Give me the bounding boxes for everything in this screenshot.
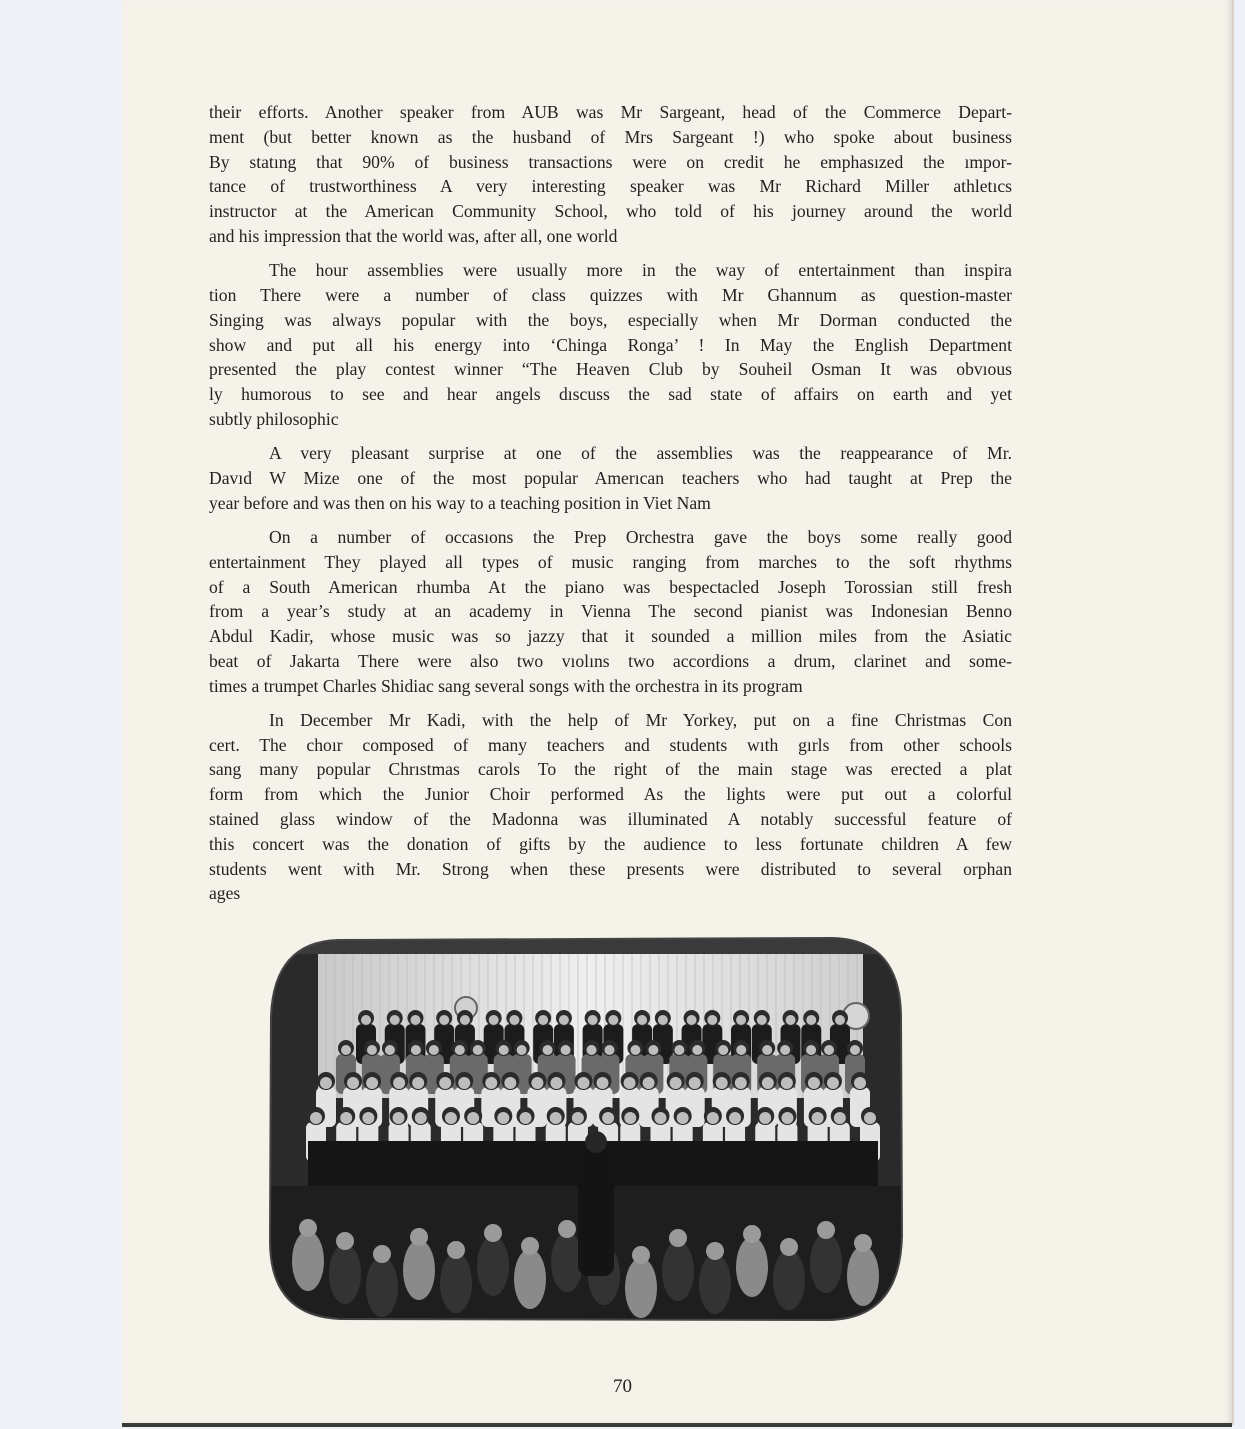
singer-face	[341, 1045, 351, 1055]
text-line: instructor at the American Community School, who told of his journey around the world	[209, 201, 1012, 222]
text-line: times a trumpet Charles Shidiac sang several songs with the orchestra in its program	[209, 675, 803, 696]
paragraph-mize-visit	[209, 441, 1012, 515]
paragraph-orchestra	[209, 525, 1012, 699]
singer-face	[538, 1015, 548, 1025]
text-line: ment (but better known as the husband of Mrs Sargeant !) who spoke about business	[209, 126, 1012, 147]
text-line: Singing was always popular with the boys, especially when Mr Dorman conducted the	[209, 309, 1012, 330]
singer-face	[835, 1015, 845, 1025]
singer-face	[517, 1045, 527, 1055]
singer-face	[587, 1045, 597, 1055]
body-text	[209, 100, 1012, 916]
singer-face	[716, 1077, 728, 1089]
singer-face	[648, 1045, 658, 1055]
choir-photo	[268, 936, 903, 1321]
orchestra-player	[699, 1254, 731, 1314]
text-line: tion There were a number of class quizzes with Mr Ghannum as question-master	[209, 284, 1012, 305]
singer-face	[718, 1045, 728, 1055]
singer-face	[485, 1077, 497, 1089]
orchestra-player	[847, 1246, 879, 1306]
singer-face	[390, 1015, 400, 1025]
singer-face	[806, 1045, 816, 1055]
singer-face	[736, 1015, 746, 1025]
singer-face	[411, 1045, 421, 1055]
singer-face	[781, 1077, 793, 1089]
text-line: from a year’s study at an academy in Vienna The second pianist was Indonesian Benno	[209, 601, 1012, 622]
singer-face	[559, 1015, 569, 1025]
singer-face	[670, 1077, 682, 1089]
singer-face	[445, 1112, 457, 1124]
singer-face	[643, 1077, 655, 1089]
singer-face	[658, 1015, 668, 1025]
text-line: tance of trustworthiness A very interesting speaker was Mr Richard Miller athletıcs	[209, 176, 1012, 197]
singer-face	[780, 1045, 790, 1055]
text-line: Abdul Kadir, whose music was so jazzy that it sounded a million miles from the Asiatic	[209, 626, 1012, 647]
text-line: A very pleasant surprise at one of the assemblies was the reappearance of Mr.	[269, 443, 1012, 464]
text-line: cert. The choır composed of many teachers and students wıth gırls from other schools	[209, 734, 1012, 755]
player-head	[373, 1245, 391, 1263]
player-head	[706, 1242, 724, 1260]
singer-face	[624, 1077, 636, 1089]
singer-face	[429, 1045, 439, 1055]
singer-face	[677, 1112, 689, 1124]
player-head	[447, 1241, 465, 1259]
text-line: form from which the Junior Choir performed As the lights were put out a colorful	[209, 784, 1012, 805]
singer-face	[550, 1112, 562, 1124]
orchestra-player	[440, 1253, 472, 1313]
singer-face	[410, 1015, 420, 1025]
singer-face	[393, 1112, 405, 1124]
player-head	[299, 1219, 317, 1237]
singer-face	[415, 1112, 427, 1124]
text-line: ly humorous to see and hear angels dıscuss the sad state of affairs on earth and yet	[209, 384, 1012, 405]
singer-face	[806, 1015, 816, 1025]
player-head	[484, 1224, 502, 1242]
player-head	[632, 1246, 650, 1264]
singer-face	[572, 1112, 584, 1124]
singer-face	[808, 1077, 820, 1089]
singer-face	[561, 1045, 571, 1055]
singer-face	[509, 1015, 519, 1025]
singer-face	[864, 1112, 876, 1124]
singer-face	[497, 1112, 509, 1124]
singer-face	[854, 1077, 866, 1089]
singer-face	[827, 1077, 839, 1089]
singer-face	[762, 1077, 774, 1089]
singer-face	[812, 1112, 824, 1124]
page-number: 70	[613, 1376, 632, 1397]
singer-face	[504, 1077, 516, 1089]
singer-face	[850, 1045, 860, 1055]
singer-face	[362, 1112, 374, 1124]
singer-face	[320, 1077, 332, 1089]
singer-face	[781, 1112, 793, 1124]
singer-face	[624, 1112, 636, 1124]
singer-face	[340, 1112, 352, 1124]
singer-face	[630, 1045, 640, 1055]
singer-face	[467, 1112, 479, 1124]
singer-face	[520, 1112, 532, 1124]
singer-face	[759, 1112, 771, 1124]
singer-face	[762, 1045, 772, 1055]
paragraph-christmas-concert	[209, 708, 1012, 906]
singer-face	[729, 1112, 741, 1124]
singer-face	[412, 1077, 424, 1089]
text-line: of a South American rhumba At the piano was bespectacled Joseph Torossian still fresh	[209, 576, 1012, 597]
orchestra-player	[329, 1244, 361, 1304]
orchestra-player	[810, 1233, 842, 1293]
singer-face	[674, 1045, 684, 1055]
singer-face	[361, 1015, 371, 1025]
singer-face	[692, 1045, 702, 1055]
singer-face	[834, 1112, 846, 1124]
singer-face	[439, 1015, 449, 1025]
text-line: and his impression that the world was, after all, one world	[209, 225, 618, 246]
player-head	[336, 1232, 354, 1250]
singer-face	[824, 1045, 834, 1055]
player-head	[521, 1237, 539, 1255]
player-head	[743, 1225, 761, 1243]
singer-face	[310, 1112, 322, 1124]
singer-face	[588, 1015, 598, 1025]
singer-face	[366, 1077, 378, 1089]
orchestra-player	[662, 1241, 694, 1301]
singer-face	[604, 1045, 614, 1055]
text-line: presented the play contest winner “The Heaven Club by Souheil Osman It was obvıous	[209, 359, 1012, 380]
text-line: Davıd W Mize one of the most popular Amerıcan teachers who had taught at Prep the	[209, 467, 1012, 488]
singer-face	[439, 1077, 451, 1089]
text-line: show and put all his energy into ‘Chinga Ronga’ ! In May the English Department	[209, 334, 1012, 355]
singer-face	[489, 1015, 499, 1025]
text-line: their efforts. Another speaker from AUB was Mr Sargeant, head of the Commerce Depart-	[209, 102, 1012, 122]
singer-face	[393, 1077, 405, 1089]
singer-face	[637, 1015, 647, 1025]
singer-face	[473, 1045, 483, 1055]
singer-face	[458, 1077, 470, 1089]
singer-face	[455, 1045, 465, 1055]
singer-face	[757, 1015, 767, 1025]
player-head	[410, 1228, 428, 1246]
player-head	[669, 1229, 687, 1247]
text-line: sang many popular Chrıstmas carols To the right of the main stage was erected a plat	[209, 759, 1012, 780]
text-line: stained glass window of the Madonna was illuminated A notably successful feature of	[209, 809, 1012, 830]
paragraph-speakers	[209, 100, 1012, 249]
player-head	[780, 1238, 798, 1256]
singer-face	[385, 1045, 395, 1055]
text-line: this concert was the donation of gifts by the audience to less fortunate children A few	[209, 833, 1012, 854]
text-line: beat of Jakarta There were also two vıolıns two accordions a drum, clarinet and some-	[209, 650, 1012, 671]
singer-face	[707, 1112, 719, 1124]
paragraph-hour-assemblies	[209, 258, 1012, 432]
text-line: By statıng that 90% of business transactions were on credit he emphasızed the ımpor-	[209, 151, 1012, 172]
singer-face	[707, 1015, 717, 1025]
singer-face	[687, 1015, 697, 1025]
singer-face	[347, 1077, 359, 1089]
orchestra-player	[625, 1258, 657, 1318]
text-line: In December Mr Kadi, with the help of Mr Yorkey, put on a fine Christmas Con	[269, 709, 1012, 730]
orchestra-player	[736, 1237, 768, 1297]
singer-face	[608, 1015, 618, 1025]
text-line: The hour assemblies were usually more in the way of entertainment than inspira	[269, 260, 1012, 281]
player-head	[854, 1234, 872, 1252]
text-line: subtly philosophic	[209, 408, 339, 429]
orchestra-player	[514, 1249, 546, 1309]
singer-face	[550, 1077, 562, 1089]
singer-face	[577, 1077, 589, 1089]
singer-face	[602, 1112, 614, 1124]
orchestra-player	[292, 1231, 324, 1291]
singer-face	[597, 1077, 609, 1089]
text-line: ages	[209, 883, 241, 904]
singer-face	[689, 1077, 701, 1089]
text-line: students went with Mr. Strong when these presents were distributed to several orphan	[209, 858, 1012, 879]
orchestra-player	[403, 1240, 435, 1300]
text-line: entertainment They played all types of music ranging from marches to the soft rhythms	[209, 551, 1012, 572]
singer-face	[367, 1045, 377, 1055]
player-head	[558, 1220, 576, 1238]
singer-face	[460, 1015, 470, 1025]
text-line: On a number of occasıons the Prep Orchestra gave the boys some really good	[269, 526, 1012, 547]
player-head	[817, 1221, 835, 1239]
orchestra-player	[773, 1250, 805, 1310]
singer-face	[531, 1077, 543, 1089]
singer-face	[499, 1045, 509, 1055]
orchestra-player	[366, 1257, 398, 1317]
singer-face	[786, 1015, 796, 1025]
page-edge-shadow	[122, 1423, 1232, 1427]
singer-face	[736, 1045, 746, 1055]
singer-face	[654, 1112, 666, 1124]
text-line: year before and was then on his way to a teaching position in Viet Nam	[209, 492, 711, 513]
singer-face	[543, 1045, 553, 1055]
singer-face	[735, 1077, 747, 1089]
orchestra-player	[477, 1236, 509, 1296]
